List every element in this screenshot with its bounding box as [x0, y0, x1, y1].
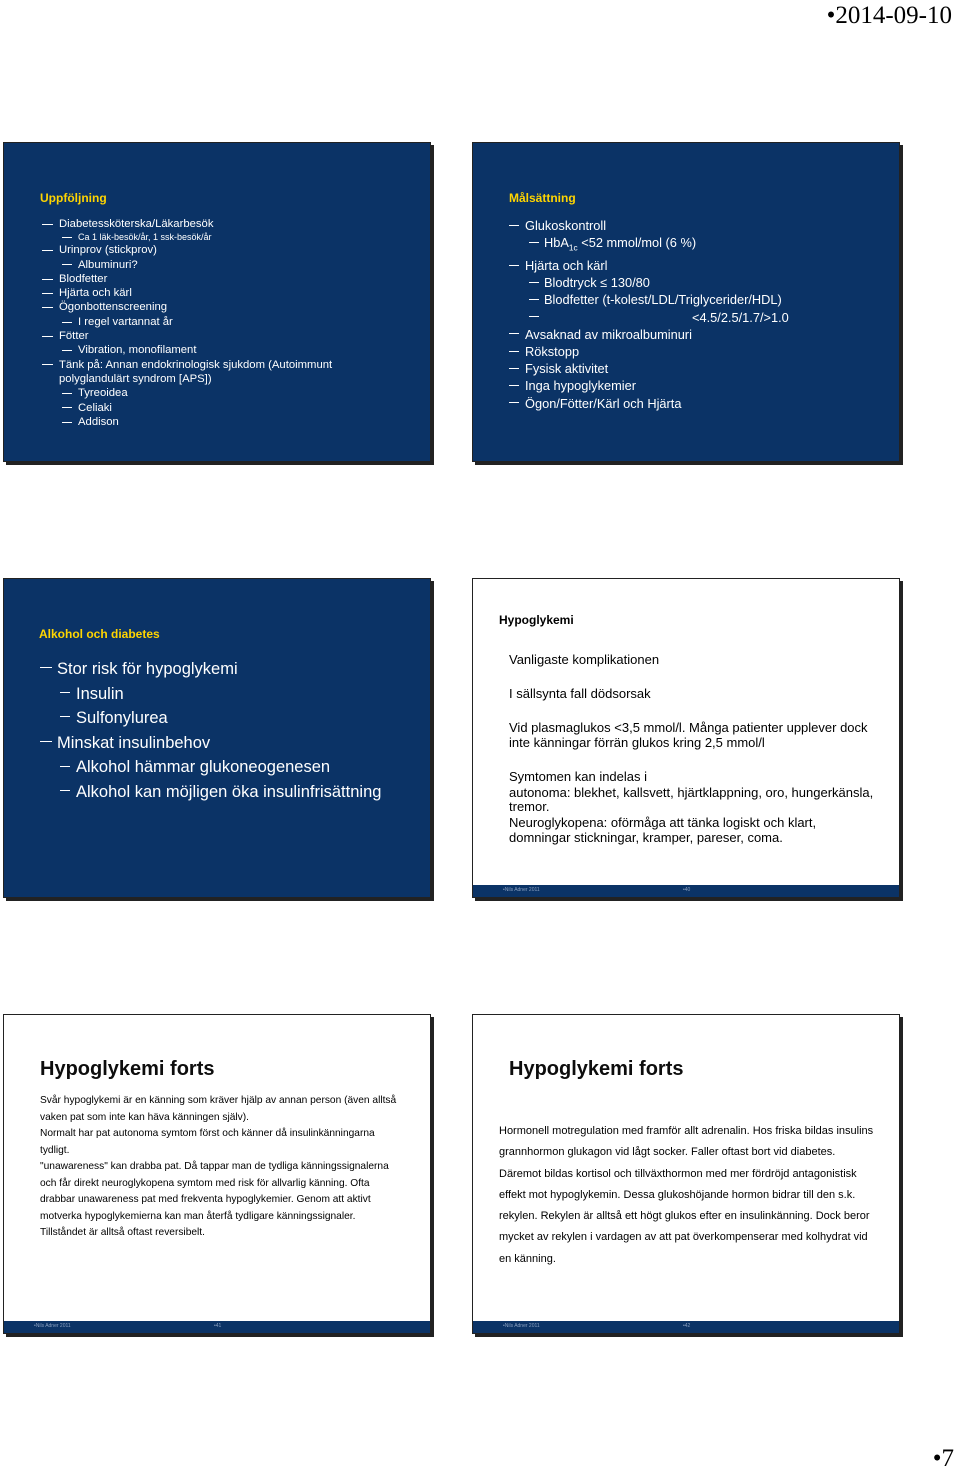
slide-hypoglykemi [472, 578, 900, 898]
bullet-item: Alkohol kan möjligen öka insulinfrisättning [40, 780, 430, 805]
bullet-item: Sulfonylurea [40, 706, 430, 731]
bullet-item: Ögon/Fötter/Kärl och Hjärta [509, 395, 889, 412]
paragraph: Vanligaste komplikationen [509, 652, 660, 667]
footer-author: •Nils Adner 2011 [503, 1323, 540, 1329]
bullet-item: Avsaknad av mikroalbuminuri [509, 326, 889, 343]
bullet-item: Celiaki [42, 401, 422, 415]
bullet-list [40, 657, 430, 805]
bullet-item: Albuminuri? [42, 258, 422, 272]
bullet-item: Ögonbottenscreening [42, 300, 422, 314]
bullet-item: Tyreoidea [42, 386, 422, 400]
slide-title: Uppföljning [40, 191, 107, 205]
paragraph: Svår hypoglykemi är en känning som kräver hjälp av annan person (även alltså vaken pat som inte kan häva känningen själv). [40, 1095, 397, 1123]
bullet-item: HbA$_{1c}$ <52 mmol/mol (6 %) [509, 234, 889, 257]
bullet-item: Hjärta och kärl [42, 286, 422, 300]
bullet-item: Vibration, monofilament [42, 343, 422, 357]
bullet-item: Alkohol hämmar glukoneogenesen [40, 755, 430, 780]
bullet-item: Hjärta och kärl [509, 257, 889, 274]
slide-alkohol [3, 578, 431, 898]
slide-footer [473, 885, 899, 897]
slide-title: Hypoglykemi forts [40, 1058, 215, 1080]
paragraph: Neuroglykopena: oförmåga att tänka logiskt och klart, domningar stickningar, kramper, pareser, coma. [509, 815, 817, 845]
slide-title: Hypoglykemi forts [509, 1058, 684, 1080]
paragraph: Normalt har pat autonoma symtom först och känner då insulinkänningarna tydligt. [40, 1128, 375, 1156]
slide-body [40, 1093, 400, 1242]
page-date: •2014-09-10 [826, 2, 952, 29]
footer-slide-number: •40 [683, 887, 691, 893]
bullet-item: Inga hypoglykemier [509, 377, 889, 394]
footer-slide-number: •41 [214, 1323, 222, 1329]
bullet-item: Blodtryck ≤ 130/80 [509, 274, 889, 291]
slide-uppfoljning [3, 142, 431, 462]
slide-title: Målsättning [509, 191, 576, 205]
bullet-item: Urinprov (stickprov) [42, 243, 422, 257]
footer-author: •Nils Adner 2011 [503, 887, 540, 893]
paragraph: "unawareness" kan drabba pat. Då tappar man de tydliga känningssignalerna och får direkt neuroglykopena symtom med risk för allvarlig känning. Ofta drabbar unawareness pat med frekventa hypoglykemier. Genom att aktivt motverka hypoglykemierna kan man återfå tydligare känningssignaler. Tillståndet är alltså oftast reversibelt. [40, 1161, 389, 1238]
page-number: •7 [932, 1445, 954, 1472]
bullet-list [42, 217, 422, 429]
bullet-item: Glukoskontroll [509, 217, 889, 234]
bullet-item: Blodfetter (t-kolest/LDL/Triglycerider/HDL) [509, 291, 889, 308]
bullet-item: Fysisk aktivitet [509, 360, 889, 377]
slide-malsattning [472, 142, 900, 462]
slide-hypoglykemi-forts-2 [472, 1014, 900, 1334]
bullet-item: Stor risk för hypoglykemi [40, 657, 430, 682]
slide-footer [4, 1321, 430, 1333]
slide-body [509, 653, 879, 865]
footer-author: •Nils Adner 2011 [34, 1323, 71, 1329]
bullet-item: Addison [42, 415, 422, 429]
slide-title: Hypoglykemi [499, 613, 574, 627]
bullet-item: Rökstopp [509, 343, 889, 360]
bullet-list [509, 217, 889, 412]
paragraph: Symtomen kan indelas i [509, 768, 648, 784]
bullet-item: Ca 1 läk-besök/år, 1 ssk-besök/år [42, 231, 422, 243]
bullet-item: Minskat insulinbehov [40, 731, 430, 756]
bullet-item: Fötter [42, 329, 422, 343]
slide-footer [473, 1321, 899, 1333]
paragraph: autonoma: blekhet, kallsvett, hjärtklappning, oro, hungerkänsla, tremor. [509, 785, 874, 815]
slide-hypoglykemi-forts-1 [3, 1014, 431, 1334]
footer-slide-number: •42 [683, 1323, 691, 1329]
slide-body: Hormonell motregulation med framför allt adrenalin. Hos friska bildas insulins grannhormon glukagon vid lågt socker. Faller oftast bort vid diabetes. Däremot bildas kortisol och tillväxthormon med mer fördröjd antagonistisk effekt mot hypoglykemin. Dessa glukoshöjande hormon bidrar till den s.k. rekylen. Rekylen är alltså ett högt glukos efter en insulinkänning. Dock beror mycket av rekylen i vardagen av att pat överkompenserar med kolhydrat vid en känning. [499, 1125, 874, 1265]
bullet-item: Diabetessköterska/Läkarbesök [42, 217, 422, 231]
bullet-item: I regel vartannat år [42, 315, 422, 329]
bullet-item: <4.5/2.5/1.7/>1.0 [509, 309, 889, 326]
bullet-item: Tänk på: Annan endokrinologisk sjukdom (Autoimmunt polyglandulärt syndrom [APS]) [42, 358, 422, 387]
bullet-item: Insulin [40, 682, 430, 707]
bullet-item: Blodfetter [42, 272, 422, 286]
paragraph: Vid plasmaglukos <3,5 mmol/l. Många patienter upplever dock inte känningar förrän glukos kring 2,5 mmol/l [509, 720, 868, 750]
slide-title: Alkohol och diabetes [39, 627, 160, 641]
paragraph: I sällsynta fall dödsorsak [509, 686, 651, 702]
